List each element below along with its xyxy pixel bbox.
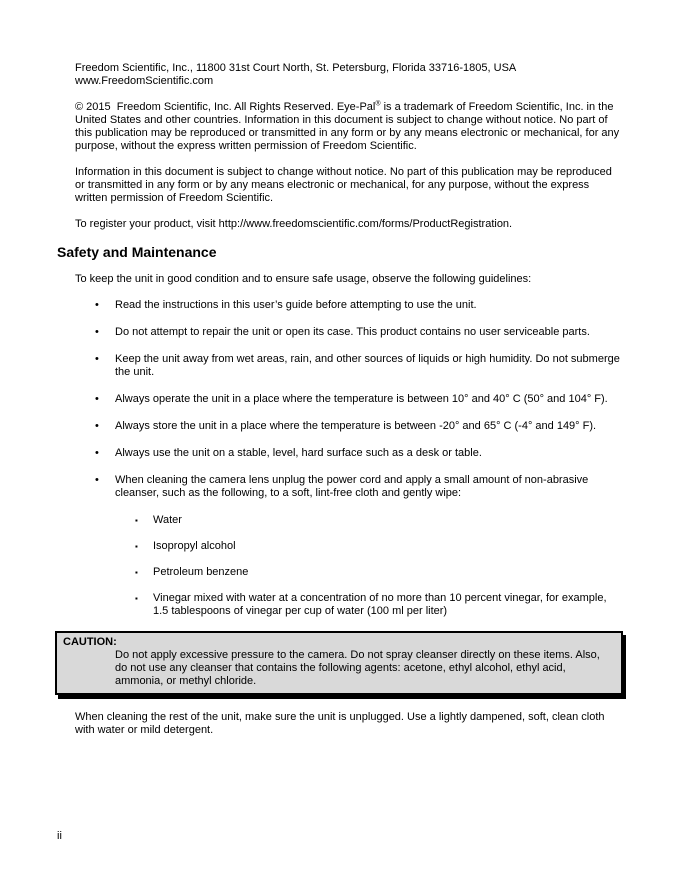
list-item bbox=[57, 420, 623, 433]
address-line-2: www.FreedomScientific.com bbox=[75, 75, 214, 87]
address-line-1: Freedom Scientific, Inc., 11800 31st Court North, St. Petersburg, Florida 33716-1805, USA bbox=[75, 62, 517, 74]
guidelines-list bbox=[57, 299, 623, 618]
list-item-text: Read the instructions in this user’s guide before attempting to use the unit. bbox=[115, 299, 477, 311]
registered-trademark-symbol: ® bbox=[375, 100, 381, 108]
list-item bbox=[57, 353, 623, 379]
sublist-item bbox=[57, 566, 623, 579]
sublist-item-text: Vinegar mixed with water at a concentration of no more than 10 percent vinegar, for example, 1.5 tablespoons of vinegar per cup of water (100 ml per liter) bbox=[153, 592, 607, 617]
list-item-text: Keep the unit away from wet areas, rain, and other sources of liquids or high humidity. Do not submerge the unit. bbox=[115, 353, 620, 378]
address-paragraph bbox=[75, 62, 623, 88]
list-item-text: Always operate the unit in a place where the temperature is between 10° and 40° C (50° and 104° F). bbox=[115, 393, 608, 405]
bullet-icon: • bbox=[95, 393, 99, 405]
bullet-icon: • bbox=[95, 447, 99, 459]
sublist-item bbox=[57, 592, 623, 618]
bullet-icon: • bbox=[95, 420, 99, 432]
registration-paragraph: To register your product, visit http://www.freedomscientific.com/forms/ProductRegistration. bbox=[75, 218, 513, 230]
copyright-text-start: © 2015 Freedom Scientific, Inc. All Rights Reserved. Eye-Pal bbox=[75, 101, 376, 113]
square-bullet-icon: ▪ bbox=[135, 516, 138, 525]
list-item bbox=[57, 393, 623, 406]
list-item bbox=[57, 299, 623, 312]
sublist-item-text: Water bbox=[153, 514, 182, 526]
caution-text: Do not apply excessive pressure to the camera. Do not spray cleanser directly on these items. Also, do not use any cleanser that contains the following agents: acetone, ethyl alcohol, ethyl acid, ammonia, or methyl chloride. bbox=[115, 649, 600, 687]
closing-paragraph: When cleaning the rest of the unit, make sure the unit is unplugged. Use a lightly dampened, soft, clean cloth with water or mild detergent. bbox=[75, 711, 608, 736]
section-heading: Safety and Maintenance bbox=[57, 244, 217, 260]
list-item-text: When cleaning the camera lens unplug the power cord and apply a small amount of non-abrasive cleanser, such as the following, to a soft, lint-free cloth and gently wipe: bbox=[115, 474, 589, 499]
caution-box bbox=[55, 631, 623, 695]
sublist-item-text: Isopropyl alcohol bbox=[153, 540, 236, 552]
bullet-icon: • bbox=[95, 353, 99, 365]
bullet-icon: • bbox=[95, 474, 99, 486]
square-bullet-icon: ▪ bbox=[135, 568, 138, 577]
caution-label: CAUTION: bbox=[63, 636, 117, 648]
list-item-text: Always store the unit in a place where the temperature is between -20° and 65° C (-4° and 149° F). bbox=[115, 420, 597, 432]
square-bullet-icon: ▪ bbox=[135, 594, 138, 603]
list-item bbox=[57, 474, 623, 500]
page-number: ii bbox=[57, 830, 62, 842]
list-item-text: Do not attempt to repair the unit or open its case. This product contains no user serviceable parts. bbox=[115, 326, 590, 338]
bullet-icon: • bbox=[95, 326, 99, 338]
notice-paragraph: Information in this document is subject to change without notice. No part of this publication may be reproduced or transmitted in any form or by any means electronic or mechanical, for any purpose, without the express written permission of Freedom Scientific. bbox=[75, 166, 615, 204]
bullet-icon: • bbox=[95, 299, 99, 311]
intro-paragraph: To keep the unit in good condition and to ensure safe usage, observe the following guidelines: bbox=[75, 273, 532, 285]
sublist-item bbox=[57, 514, 623, 527]
sublist-item bbox=[57, 540, 623, 553]
cleanser-sublist bbox=[57, 514, 623, 618]
sublist-item-text: Petroleum benzene bbox=[153, 566, 249, 578]
copyright-text-end: is a trademark of Freedom Scientific, Inc. in the United States and other countries. Information in this document is subject to change without notice. No part of this publication may be reproduced or transmitted in any form or by any means electronic or mechanical, for any purpose, without the express written permission of Freedom Scientific. bbox=[75, 101, 623, 152]
list-item bbox=[57, 447, 623, 460]
list-item bbox=[57, 326, 623, 339]
list-item-text: Always use the unit on a stable, level, hard surface such as a desk or table. bbox=[115, 447, 482, 459]
square-bullet-icon: ▪ bbox=[135, 542, 138, 551]
copyright-paragraph bbox=[75, 101, 623, 153]
